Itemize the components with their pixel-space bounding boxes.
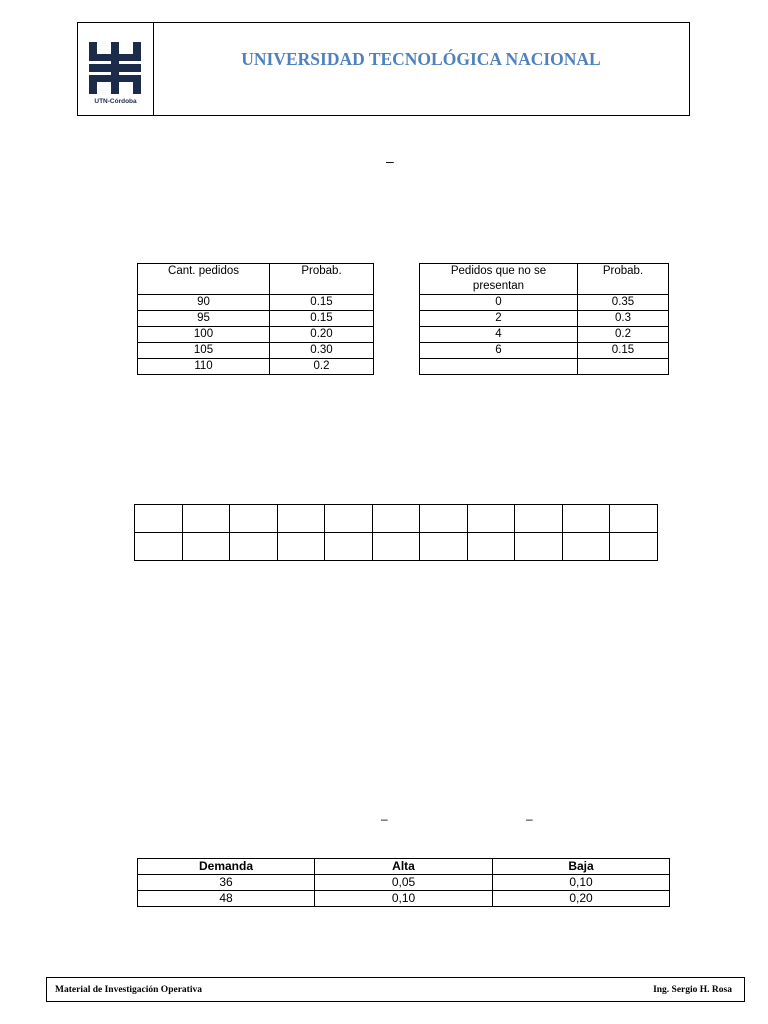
table-row	[138, 359, 374, 375]
table-cell	[515, 505, 563, 533]
table-cell: 0,10	[315, 891, 493, 907]
table-cell: 90	[138, 295, 270, 311]
table-row	[135, 533, 658, 561]
header-cell: Baja	[493, 859, 670, 875]
footer-course-title: Material de Investigación Operativa	[55, 985, 202, 995]
table-cell	[578, 359, 669, 375]
table-row	[420, 327, 669, 343]
header-cell: Probab.	[270, 264, 374, 295]
table-row	[135, 505, 658, 533]
logo-caption: UTN-Córdoba	[94, 98, 137, 105]
table-cell: 110	[138, 359, 270, 375]
table-cell	[135, 505, 183, 533]
table-cell: 0.3	[578, 311, 669, 327]
table-cell	[467, 533, 515, 561]
table-cell	[277, 533, 325, 561]
table-cell	[182, 505, 230, 533]
table-row	[420, 343, 669, 359]
table-cell	[277, 505, 325, 533]
table-cell: 0.2	[578, 327, 669, 343]
dash-mark-top: –	[386, 153, 394, 169]
table-cell: 6	[420, 343, 578, 359]
table-cell: 0.15	[270, 311, 374, 327]
footer-box	[46, 977, 745, 1002]
table-row	[420, 359, 669, 375]
table-cell	[182, 533, 230, 561]
table-cell: 0.20	[270, 327, 374, 343]
table-row	[138, 311, 374, 327]
table-cell	[515, 533, 563, 561]
table-cell: 4	[420, 327, 578, 343]
table-row	[138, 343, 374, 359]
table-row	[420, 311, 669, 327]
utn-logo-icon	[87, 40, 143, 96]
table-cell: 105	[138, 343, 270, 359]
table-header-row	[138, 859, 670, 875]
table-cell: 0.35	[578, 295, 669, 311]
table-header-row	[138, 264, 374, 295]
table-cell	[325, 505, 373, 533]
table-row	[138, 295, 374, 311]
table-cell: 0.2	[270, 359, 374, 375]
table-cell: 0.30	[270, 343, 374, 359]
header-cell: Pedidos que no se presentan	[420, 264, 578, 295]
table-cell	[230, 505, 278, 533]
header-cell: Cant. pedidos	[138, 264, 270, 295]
table-row	[138, 891, 670, 907]
table-row	[420, 295, 669, 311]
table-cell	[467, 505, 515, 533]
table-cell	[420, 359, 578, 375]
demand-table	[137, 858, 670, 907]
table-cell: 0,10	[493, 875, 670, 891]
table-cell: 0.15	[270, 295, 374, 311]
table-cell	[562, 533, 610, 561]
table-cell	[325, 533, 373, 561]
table-cell: 0	[420, 295, 578, 311]
table-cell	[372, 533, 420, 561]
table-cell	[372, 505, 420, 533]
empty-grid-table	[134, 504, 658, 561]
table-row	[138, 327, 374, 343]
table-header-row	[420, 264, 669, 295]
table-cell	[230, 533, 278, 561]
header-cell: Alta	[315, 859, 493, 875]
orders-probability-table	[137, 263, 374, 375]
table-cell	[610, 505, 658, 533]
table-cell: 0.15	[578, 343, 669, 359]
footer-author: Ing. Sergio H. Rosa	[653, 985, 732, 995]
table-cell	[420, 505, 468, 533]
header-cell: Demanda	[138, 859, 315, 875]
table-cell: 48	[138, 891, 315, 907]
header-box	[77, 22, 690, 116]
dash-mark-bottom-right: –	[526, 812, 533, 826]
table-cell	[562, 505, 610, 533]
table-cell: 2	[420, 311, 578, 327]
table-cell	[610, 533, 658, 561]
table-cell: 95	[138, 311, 270, 327]
table-cell	[135, 533, 183, 561]
no-show-probability-table	[419, 263, 669, 375]
header-cell: Probab.	[578, 264, 669, 295]
logo-cell	[78, 23, 154, 115]
table-cell: 0,05	[315, 875, 493, 891]
table-cell: 0,20	[493, 891, 670, 907]
table-row	[138, 875, 670, 891]
table-cell: 100	[138, 327, 270, 343]
table-cell	[420, 533, 468, 561]
dash-mark-bottom-left: –	[381, 812, 388, 826]
table-cell: 36	[138, 875, 315, 891]
university-name: UNIVERSIDAD TECNOLÓGICA NACIONAL	[241, 49, 601, 69]
